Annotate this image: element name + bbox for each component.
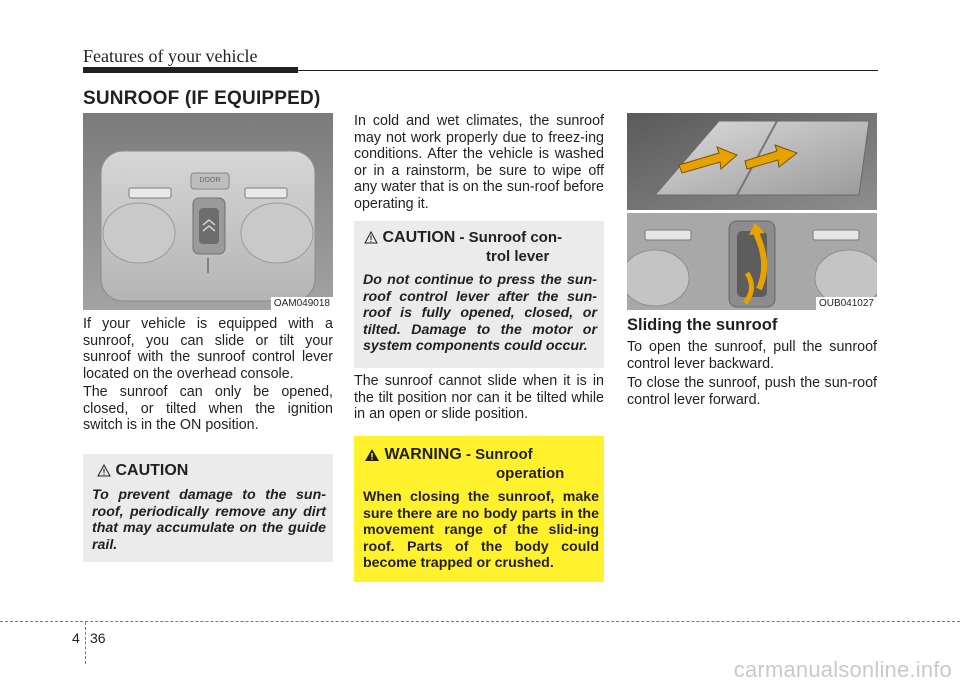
chapter-number: 4 (72, 630, 80, 646)
sliding-heading: Sliding the sunroof (627, 316, 778, 334)
watermark: carmanualsonline.info (733, 657, 952, 682)
overhead-console-illustration (83, 113, 333, 310)
header-bar (83, 67, 298, 73)
warning-subtitle: - Sunroof (461, 446, 533, 463)
section-title: SUNROOF (IF EQUIPPED) (83, 88, 321, 109)
door-button-label: DOOR (199, 177, 221, 184)
warning-subtitle-2: operation (496, 465, 565, 482)
sunroof-sliding-illustration (627, 113, 877, 310)
climate-paragraph: In cold and wet climates, the sunroof may not work properly due to freez-ing conditions. After the vehicle is washed or in a rainstorm, be sure to wipe off any water that is on the sun-roof before operating it. (354, 113, 604, 212)
footer-divider (85, 622, 86, 664)
intro-paragraph: If your vehicle is equipped with a sunroof, you can slide or tilt your sunroof with the sunroof control lever located on the overhead console. (83, 316, 333, 382)
caution-lever-title-row (364, 229, 600, 265)
warning-title: WARNING (384, 446, 462, 463)
page-header-title: Features of your vehicle (83, 46, 258, 66)
caution-box-guide-rail (83, 454, 333, 562)
close-paragraph: To close the sunroof, push the sun-roof control lever forward. (627, 375, 877, 408)
caution-triangle-icon (364, 231, 378, 244)
caution-box-control-lever (354, 221, 604, 368)
ignition-paragraph: The sunroof can only be opened, closed, or tilted when the ignition switch is in the ON position. (83, 384, 333, 434)
sunroof-sliding-photo (627, 113, 877, 310)
slide-tilt-paragraph: The sunroof cannot slide when it is in the tilt position nor can it be tilted while in an open or slide position. (354, 373, 604, 423)
open-paragraph: To open the sunroof, pull the sunroof control lever backward. (627, 339, 877, 372)
warning-triangle-icon (364, 448, 380, 462)
caution-lever-subtitle: - Sunroof con- (455, 229, 562, 246)
footer-rule (0, 621, 960, 622)
warning-title-row (364, 446, 600, 482)
caution-triangle-icon (97, 464, 111, 477)
image-code-label: OUB041027 (816, 297, 877, 310)
caution-lever-subtitle-2: trol lever (486, 248, 550, 265)
overhead-console-photo (83, 113, 333, 310)
warning-box-operation (354, 436, 604, 582)
caution-lever-title: CAUTION (382, 229, 456, 246)
warning-text: When closing the sunroof, make sure there are no body parts in the movement range of the slid-ing roof. Parts of the body could become trapped or crushed. (363, 489, 599, 571)
caution-title: CAUTION (115, 462, 189, 479)
caution-title-row (97, 462, 188, 480)
image-code-label: OAM049018 (271, 297, 333, 310)
header-rule (298, 70, 878, 71)
page-number: 36 (90, 630, 106, 646)
caution-lever-text: Do not continue to press the sun-roof control lever after the sun-roof is fully opened, closed, or tilted. Damage to the motor or system components could occur. (363, 272, 597, 354)
caution-text: To prevent damage to the sun-roof, periodically remove any dirt that may accumulate on the guide rail. (92, 487, 326, 553)
